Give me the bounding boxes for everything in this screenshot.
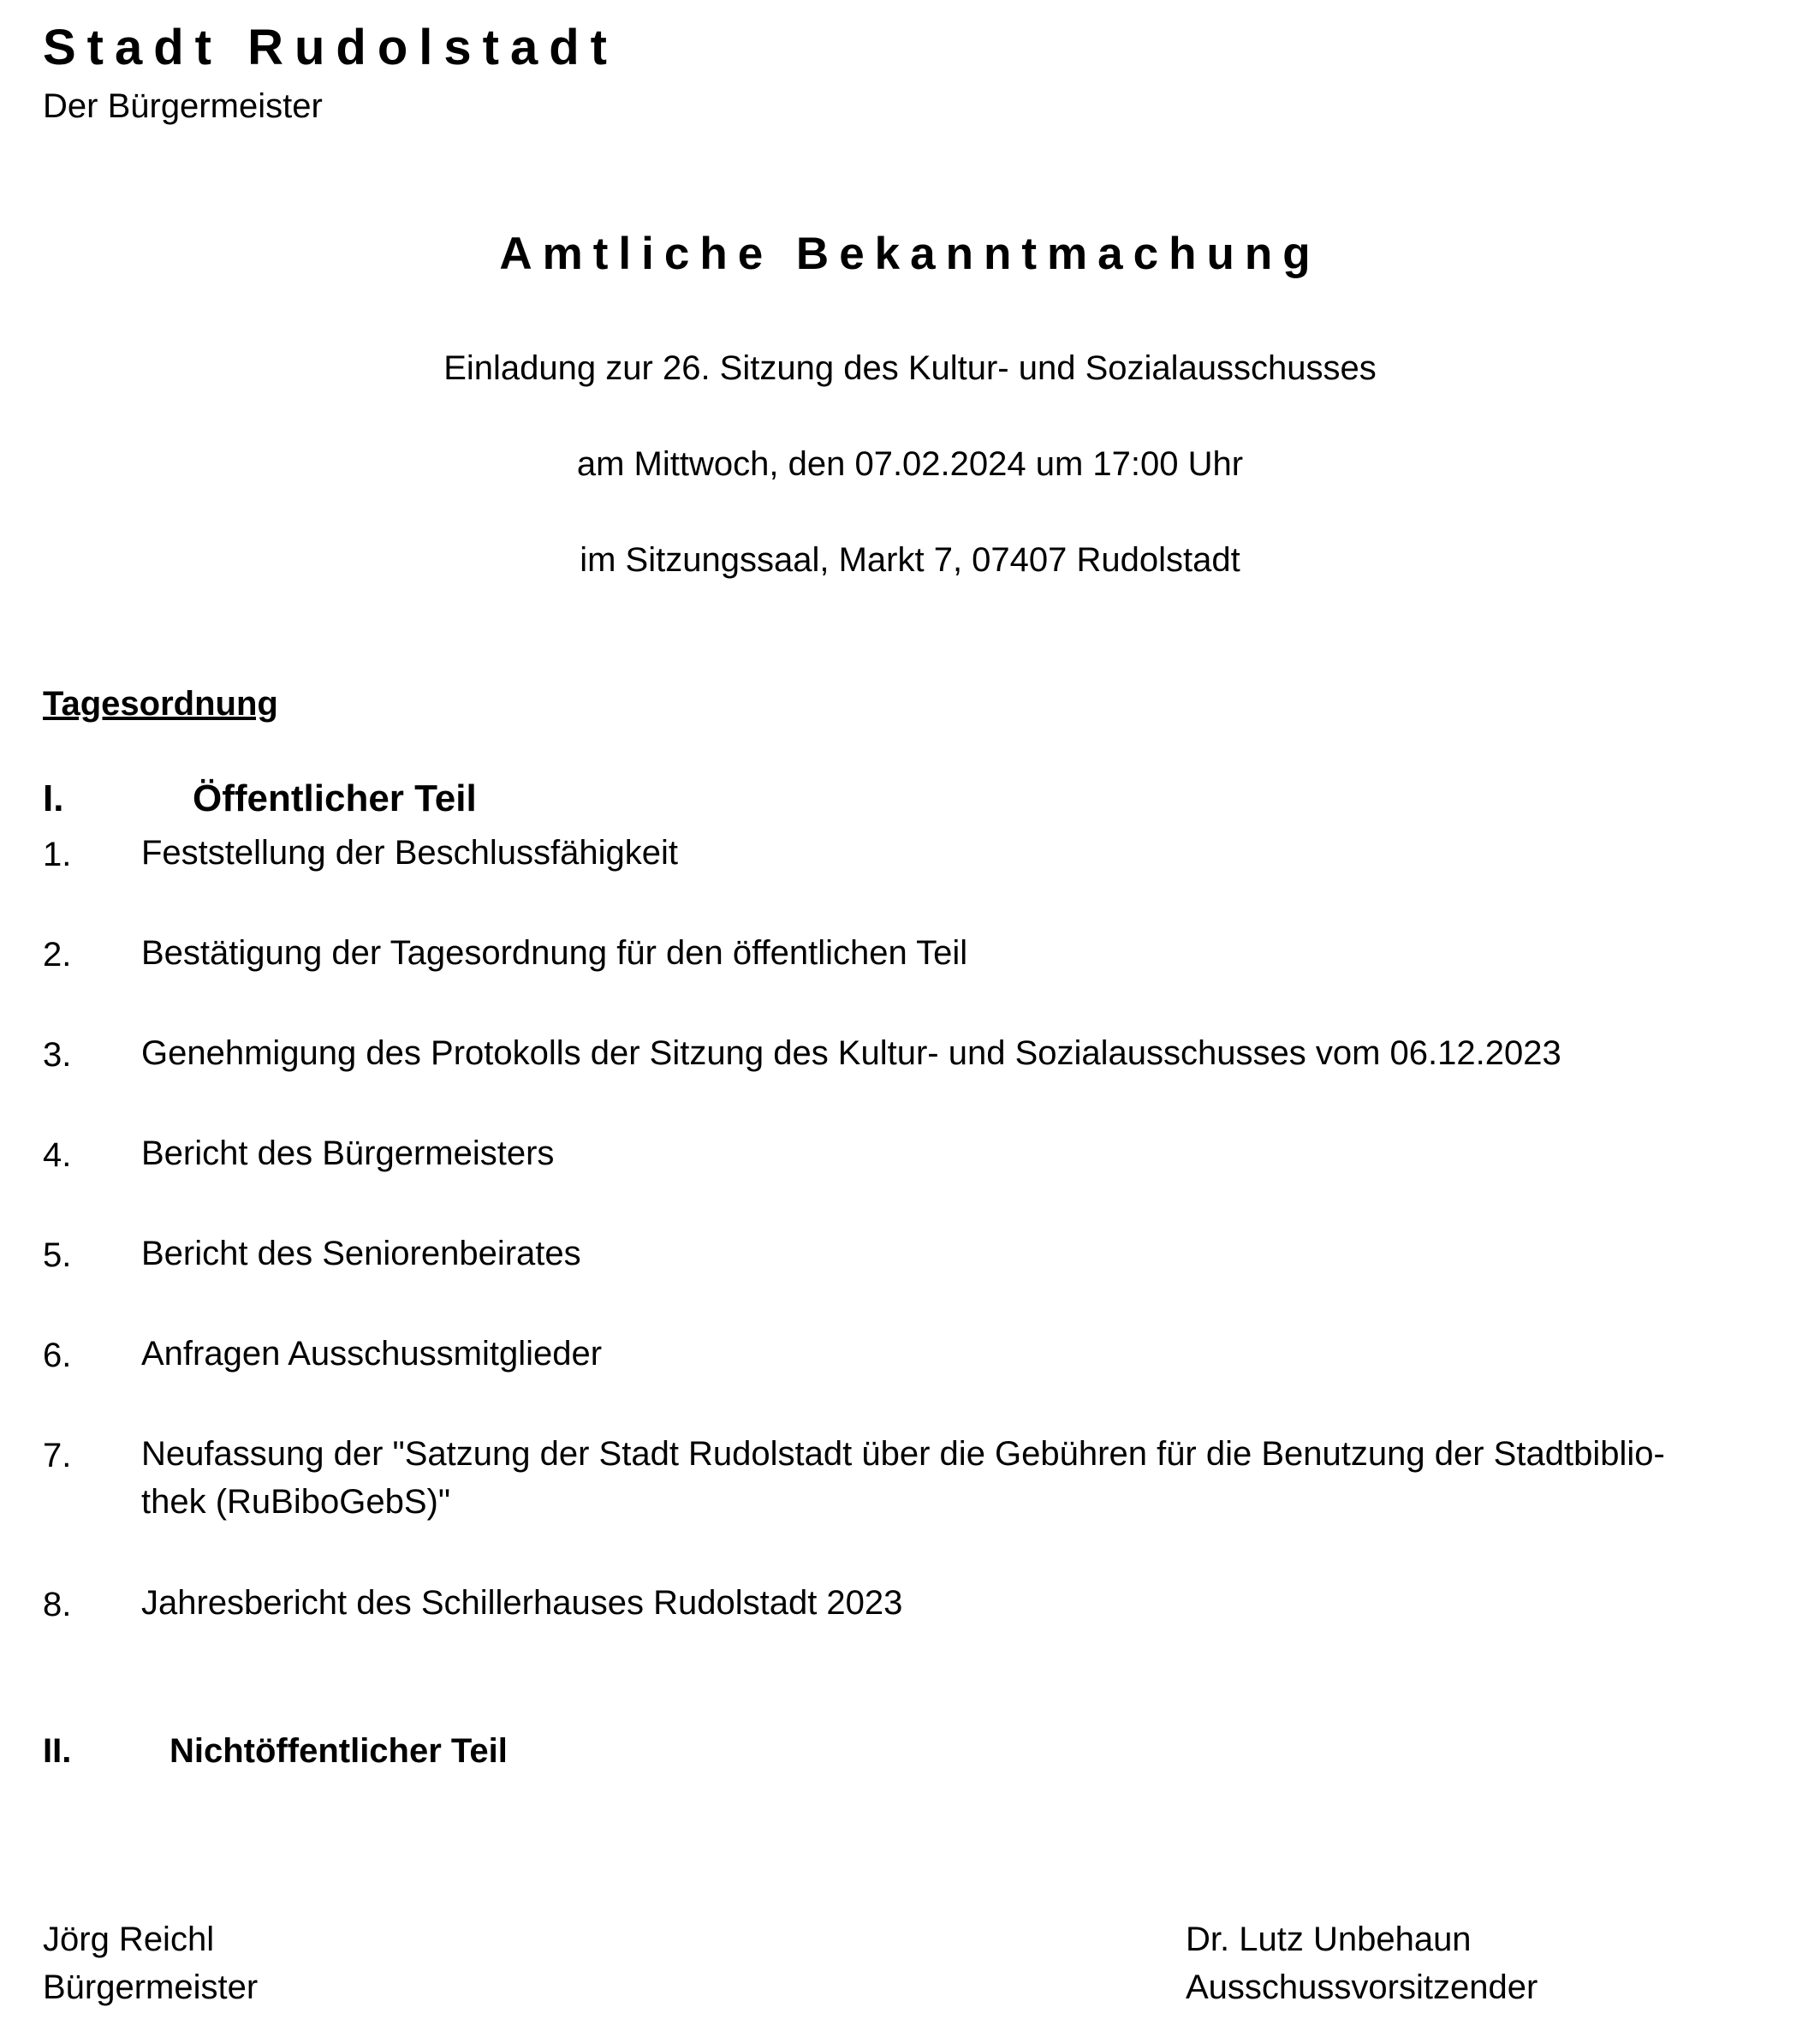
section-title-nonpublic: Nichtöffentlicher Teil [170,1732,508,1770]
agenda-item-text: Bericht des Bürgermeisters [141,1135,555,1172]
agenda-item-number: 7. [43,1437,72,1474]
agenda-item-text: Bestätigung der Tagesordnung für den öffentlichen Teil [141,934,968,972]
agenda-item-text-continued: thek (RuBiboGebS)" [141,1483,451,1521]
agenda-item-text: Genehmigung des Protokolls der Sitzung des Kultur- und Sozialausschusses vom 06.12.2023 [141,1034,1561,1072]
invitation-line: Einladung zur 26. Sitzung des Kultur- und Sozialausschusses [443,349,1377,387]
section-number-public: I. [43,777,64,819]
agenda-item-text: Bericht des Seniorenbeirates [141,1235,581,1272]
agenda-item-text: Jahresbericht des Schillerhauses Rudolstadt 2023 [141,1584,903,1622]
agenda-item-number: 1. [43,836,72,873]
agenda-item-number: 3. [43,1036,72,1074]
agenda-item-number: 5. [43,1236,72,1274]
agenda-heading: Tagesordnung [43,685,278,723]
agenda-item-text: Feststellung der Beschlussfähigkeit [141,834,678,872]
agenda-item-text: Anfragen Ausschussmitglieder [141,1335,603,1373]
mayor-office-label: Der Bürgermeister [43,87,323,125]
signer-name: Dr. Lutz Unbehaun [1186,1921,1472,1958]
signer-role: Bürgermeister [43,1968,259,2006]
agenda-item-text: Neufassung der "Satzung der Stadt Rudolstadt über die Gebühren für die Benutzung der Stadtbiblio- [141,1435,1665,1473]
meeting-date-line: am Mittwoch, den 07.02.2024 um 17:00 Uhr [576,445,1244,483]
agenda-item-number: 4. [43,1136,72,1174]
document-title: Amtliche Bekanntmachung [499,229,1321,279]
agenda-item-number: 2. [43,936,72,974]
section-title-public: Öffentlicher Teil [193,777,477,819]
city-name: Stadt Rudolstadt [43,20,618,75]
meeting-location-line: im Sitzungssaal, Markt 7, 07407 Rudolstadt [580,541,1240,579]
agenda-item-number: 6. [43,1337,72,1374]
signature-left [43,1915,258,2011]
signer-role: Ausschussvorsitzender [1186,1968,1538,2006]
agenda-item-number: 8. [43,1586,72,1623]
section-number-nonpublic: II. [43,1732,72,1770]
signer-name: Jörg Reichl [43,1921,215,1958]
signature-right [1186,1915,1537,2011]
